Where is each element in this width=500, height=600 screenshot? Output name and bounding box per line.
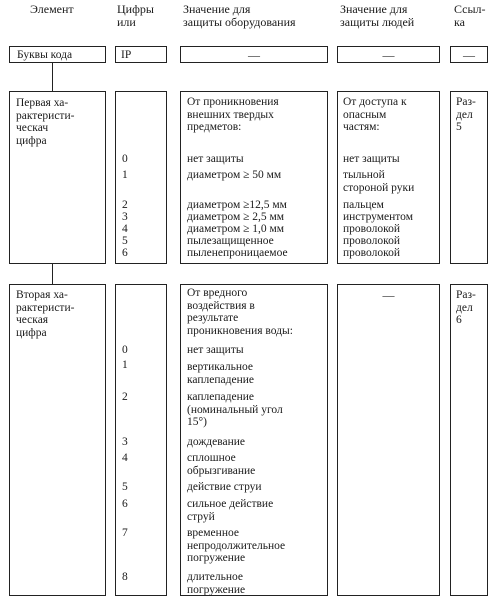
second-digit-equipment-heading: От вредного воздействия в результате проникновения воды: — [187, 287, 293, 337]
second-digit-element-label: Вторая ха- рактеристи- ческая цифра — [16, 289, 75, 339]
first-people-0: нет защиты — [343, 153, 400, 165]
connector-line — [52, 63, 53, 91]
header-reference: Ссыл- ка — [454, 2, 486, 29]
first-digit-2: 2 — [122, 199, 128, 211]
second-equip-0: нет защиты — [187, 344, 244, 356]
code-row-element-box — [9, 46, 106, 63]
first-equip-0: нет защиты — [187, 153, 244, 165]
first-people-5: проволокой — [343, 235, 401, 247]
first-digit-people-box — [337, 91, 440, 264]
first-digit-5: 5 — [122, 235, 128, 247]
code-row-digits-box — [115, 46, 167, 63]
first-digit-element-label: Первая ха- рактеристи- ческач цифра — [16, 97, 75, 147]
second-equip-6: сильное действие струй — [187, 498, 274, 523]
first-equip-4: диаметром ≥ 1,0 мм — [187, 223, 285, 235]
first-digit-reference: Раз- дел 5 — [456, 96, 476, 133]
second-digit-digits-box — [115, 284, 167, 596]
second-digit-people-dash: — — [382, 288, 395, 302]
first-equip-6: пыленепроницаемое — [187, 247, 288, 259]
second-digit-1: 1 — [122, 359, 128, 371]
first-equip-2: диаметром ≥12,5 мм — [187, 199, 287, 211]
first-equip-5: пылезащищенное — [187, 235, 274, 247]
second-equip-4: сплошное обрызгивание — [187, 452, 256, 477]
header-equipment: Значение для защиты оборудования — [183, 2, 296, 29]
code-row-equipment-dash: — — [248, 48, 260, 62]
first-people-6: проволокой — [343, 247, 401, 259]
second-digit-3: 3 — [122, 436, 128, 448]
first-digit-6: 6 — [122, 247, 128, 259]
first-digit-reference-box — [450, 91, 488, 264]
code-row-equipment-box — [180, 46, 328, 63]
first-digit-people-heading: От доступа к опасным частям: — [343, 96, 407, 133]
header-element: Элемент — [30, 2, 74, 16]
first-people-3: инструментом — [343, 211, 413, 223]
second-digit-element-box — [9, 284, 106, 596]
second-digit-2: 2 — [122, 391, 128, 403]
second-digit-4: 4 — [122, 452, 128, 464]
first-equip-3: диаметром ≥ 2,5 мм — [187, 211, 285, 223]
code-row-reference-box — [450, 46, 488, 63]
second-digit-reference: Раз- дел 6 — [456, 289, 476, 326]
second-equip-2: каплепадение (номинальный угол 15°) — [187, 391, 283, 428]
header-digits: Цифры или — [117, 2, 154, 29]
first-digit-equipment-box — [180, 91, 328, 264]
first-digit-digits-box — [115, 91, 167, 264]
second-digit-people-box — [337, 284, 440, 596]
first-digit-0: 0 — [122, 153, 128, 165]
second-equip-7: временное непродолжительное погружение — [187, 527, 286, 564]
second-digit-0: 0 — [122, 344, 128, 356]
header-people: Значение для защиты людей — [340, 2, 415, 29]
first-people-2: пальцем — [343, 199, 384, 211]
second-digit-8: 8 — [122, 571, 128, 583]
first-digit-element-box — [9, 91, 106, 264]
second-digit-reference-box — [450, 284, 488, 596]
first-people-1: тыльной стороной руки — [343, 169, 415, 194]
first-equip-1: диаметром ≥ 50 мм — [187, 169, 282, 181]
first-digit-4: 4 — [122, 223, 128, 235]
code-row-people-box — [337, 46, 440, 63]
connector-line — [52, 264, 53, 284]
first-digit-3: 3 — [122, 211, 128, 223]
second-equip-1: вертикальное каплепадение — [187, 361, 254, 386]
code-row-people-dash: — — [382, 48, 395, 62]
second-digit-5: 5 — [122, 481, 128, 493]
second-digit-equipment-box — [180, 284, 328, 596]
second-equip-8: длительное погружение — [187, 571, 246, 596]
second-equip-3: дождевание — [187, 436, 246, 448]
first-digit-equipment-heading: От проникновения внешних твердых предметов: — [187, 96, 279, 133]
second-digit-7: 7 — [122, 527, 128, 539]
first-people-4: проволокой — [343, 223, 401, 235]
second-digit-6: 6 — [122, 498, 128, 510]
first-digit-1: 1 — [122, 169, 128, 181]
code-letters-label: Буквы кода — [17, 49, 73, 61]
second-equip-5: действие струи — [187, 481, 262, 493]
code-row-reference-dash: — — [463, 48, 475, 62]
code-letters-value: IP — [121, 49, 132, 61]
